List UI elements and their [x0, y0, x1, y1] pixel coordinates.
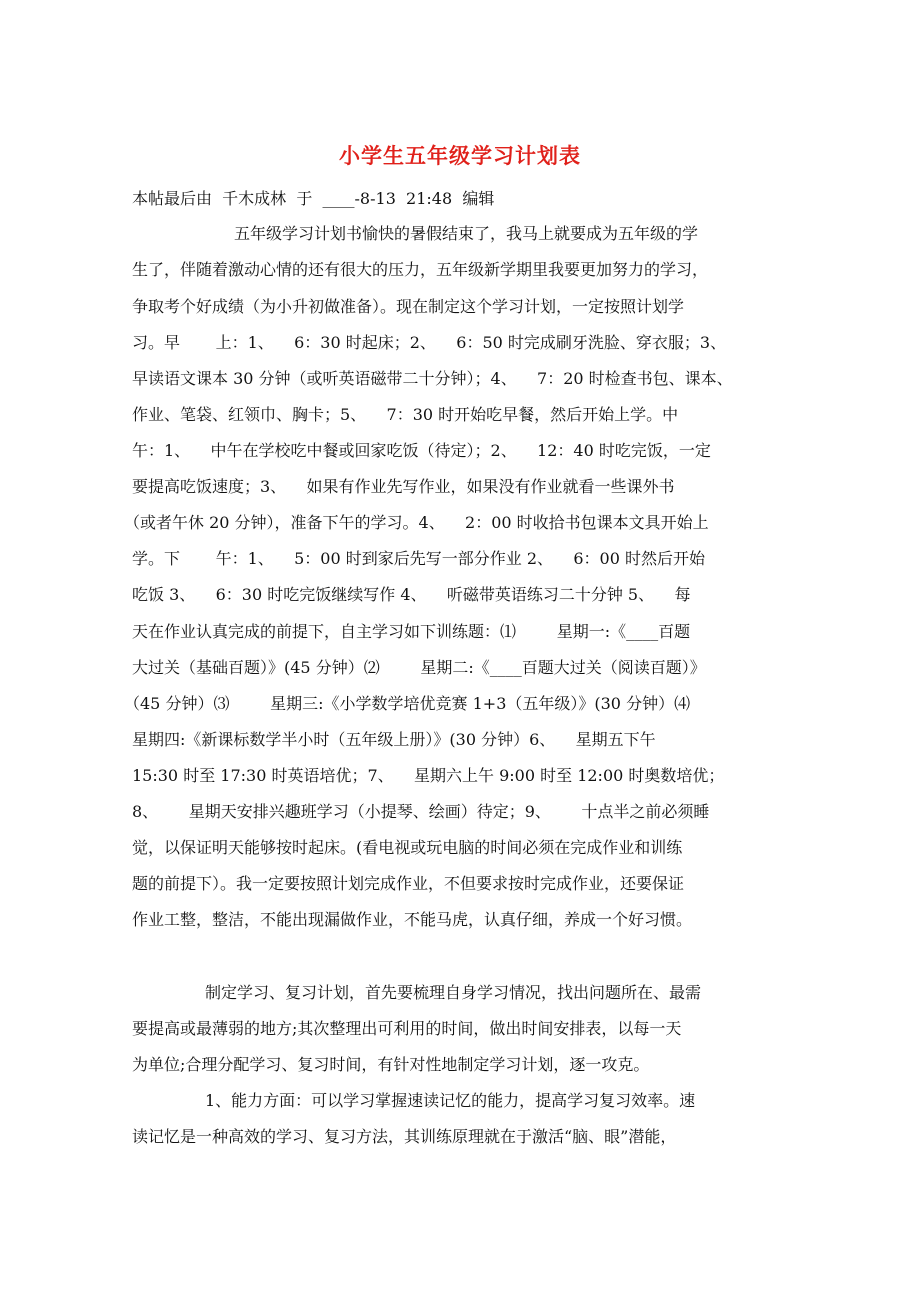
paragraph-line: 作业工整，整洁，不能出现漏做作业，不能马虎，认真仔细，养成一个好习惯。	[132, 910, 693, 929]
paragraph-line: 五年级学习计划书愉快的暑假结束了，我马上就要成为五年级的学	[234, 224, 699, 243]
paragraph-line: 为单位;合理分配学习、复习时间，有针对性地制定学习计划，逐一攻克。	[132, 1055, 650, 1074]
paragraph-line: 15:30 时至 17:30 时英语培优；7、 星期六上午 9:00 时至 12:00 时奥数培优；	[132, 766, 725, 785]
paragraph-line: 吃饭 3、 6：30 时吃完饭继续写作 4、 听磁带英语练习二十分钟 5、 每	[132, 585, 691, 604]
paragraph-line: 早读语文课本 30 分钟（或听英语磁带二十分钟）；4、 7：20 时检查书包、课本、	[132, 369, 733, 388]
paragraph-line: （或者午休 20 分钟），准备下午的学习。4、 2：00 时收拾书包课本文具开始上	[124, 513, 709, 532]
paragraph-line: 生了，伴随着激动心情的还有很大的压力，五年级新学期里我要更加努力的学习，	[132, 260, 709, 279]
paragraph-line: 读记忆是一种高效的学习、复习方法，其训练原理就在于激活“脑、眼”潜能，	[132, 1127, 677, 1146]
paragraph-line: 争取考个好成绩（为小升初做准备）。现在制定这个学习计划，一定按照计划学	[132, 297, 685, 316]
paragraph-line: 星期四:《新课标数学半小时（五年级上册）》(30 分钟）6、 星期五下午	[132, 730, 656, 749]
paragraph-line: 习。早 上：1、 6：30 时起床；2、 6：50 时完成刷牙洗脸、穿衣服；3、	[132, 333, 727, 352]
paragraph-line: 天在作业认真完成的前提下，自主学习如下训练题：⑴ 星期一:《____百题	[132, 622, 691, 641]
paragraph-line: （45 分钟）⑶ 星期三:《小学数学培优竞赛 1+3（五年级）》(30 分钟）⑷	[124, 694, 691, 713]
paragraph-line: 1、能力方面：可以学习掌握速读记忆的能力，提高学习复习效率。速	[205, 1091, 696, 1110]
document-title: 小学生五年级学习计划表	[339, 143, 581, 168]
paragraph-line: 题的前提下）。我一定要按照计划完成作业，不但要求按时完成作业，还要保证	[132, 874, 685, 893]
paragraph-line: 8、 星期天安排兴趣班学习（小提琴、绘画）待定；9、 十点半之前必须睡	[132, 802, 710, 821]
paragraph-line: 学。下 午：1、 5：00 时到家后先写一部分作业 2、 6：00 时然后开始	[132, 549, 705, 568]
post-meta: 本帖最后由 千木成林 于 ____-8-13 21:48 编辑	[132, 189, 495, 208]
paragraph-line: 要提高或最薄弱的地方;其次整理出可利用的时间，做出时间安排表，以每一天	[132, 1019, 682, 1038]
paragraph-line: 要提高吃饭速度；3、 如果有作业先写作业，如果没有作业就看一些课外书	[132, 477, 675, 496]
paragraph-line: 制定学习、复习计划，首先要梳理自身学习情况，找出问题所在、最需	[205, 983, 702, 1002]
paragraph-line: 午：1、 中午在学校吃中餐或回家吃饭（待定）；2、 12：40 时吃完饭，一定	[132, 441, 711, 460]
paragraph-line: 觉，以保证明天能够按时起床。(看电视或玩电脑的时间必须在完成作业和训练	[132, 838, 683, 857]
paragraph-line: 大过关（基础百题）》(45 分钟）⑵ 星期二:《____百题大过关（阅读百题）》	[132, 658, 706, 677]
paragraph-line: 作业、笔袋、红领巾、胸卡；5、 7：30 时开始吃早餐，然后开始上学。中	[132, 405, 679, 424]
